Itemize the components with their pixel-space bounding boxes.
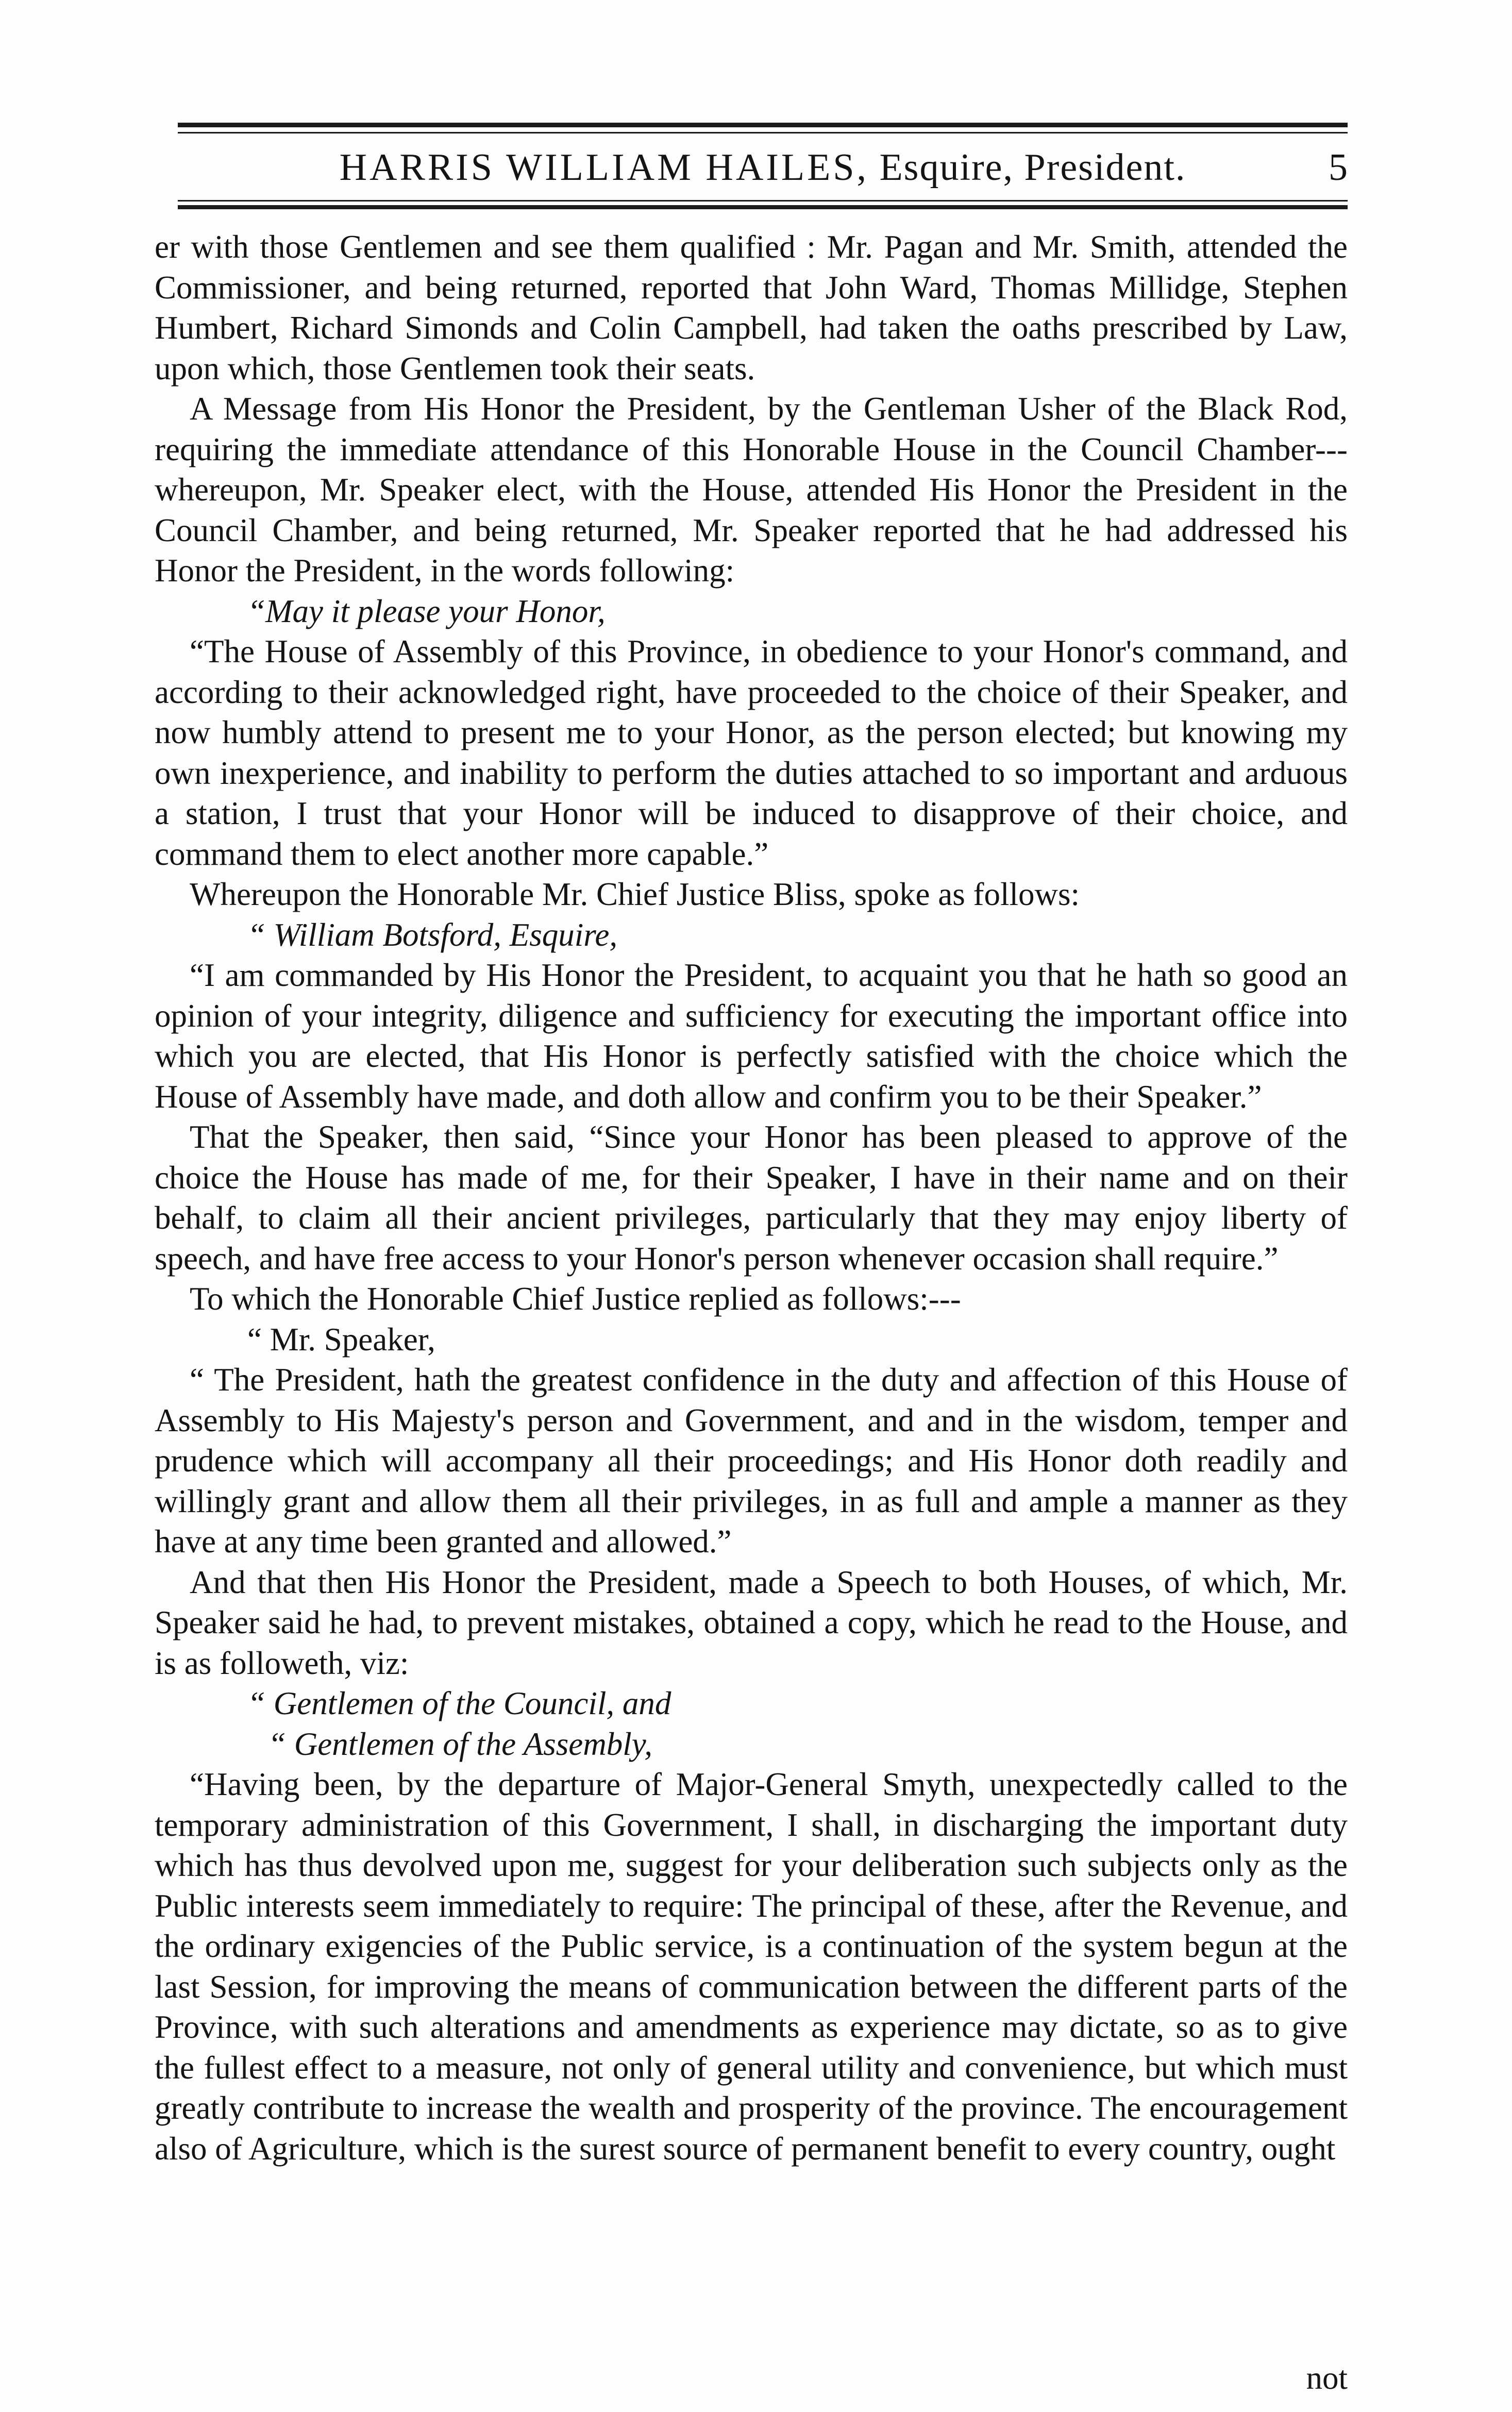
paragraph-message: A Message from His Honor the President, by the Gentleman Usher of the Black Rod, requiring the immediate attendance of this Honorable House in the Council Chamber---whereupon, Mr. Speaker elect, with the House, attended His Honor the President in the Council Chamber, and being returned, Mr. Speaker reported that he had addressed his Honor the President, in the words following: [155,391,1348,589]
salutation-honor: “May it please your Honor, [247,593,606,629]
running-title-rest: Esquire, President. [868,146,1186,189]
paragraph-speech-intro: And that then His Honor the President, made a Speech to both Houses, of which, Mr. Speaker said he had, to prevent mistakes, obtained a copy, which he read to the House, and is as followeth, viz: [155,1564,1348,1681]
salutation-assembly: “ Gentlemen of the Assembly, [268,1726,652,1762]
paragraph-president-approval: “I am commanded by His Honor the President, to acquaint you that he hath so good an opinion of your integrity, diligence and sufficiency for executing the important office into which you are elected, that His Honor is perfectly satisfied with the choice which the House of Assembly have made, and doth allow and confirm you to be their Speaker.” [155,957,1348,1115]
header-rule-top [178,123,1348,127]
paragraph-speech: “Having been, by the departure of Major-General Smyth, unexpectedly called to the temporary administration of this Government, I shall, in discharging the important duty which has thus devolved upon me, suggest for your deliberation such subjects only as the Public interests seem immediately to require: The principal of these, after the Revenue, and the ordinary exigencies of the Public service, is a continuation of the system begun at the last Session, for improving the means of communication between the different parts of the Province, with such alterations and amendments as experience may dictate, so as to give the fullest effect to a measure, not only of general utility and convenience, but which must greatly contribute to increase the wealth and prosperity of the province. The encouragement also of Agriculture, which is the surest source of permanent benefit to every country, ought [155,1766,1348,2167]
running-header [178,139,1348,196]
paragraph-oaths: er with those Gentlemen and see them qualified : Mr. Pagan and Mr. Smith, attended the Commissioner, and being returned, reported that John Ward, Thomas Millidge, Stephen Humbert, Richard Simonds and Colin Campbell, had taken the oaths prescribed by Law, upon which, those Gentlemen took their seats. [155,229,1348,387]
catchword: not [1306,2360,1348,2396]
salutation-council: “ Gentlemen of the Council, and [247,1685,671,1721]
paragraph-speaker-address: “The House of Assembly of this Province, in obedience to your Honor's command, and according to their acknowledged right, have proceeded to the choice of their Speaker, and now humbly attend to present me to your Honor, as the person elected; but knowing my own inexperience, and inability to perform the duties attached to so important and arduous a station, I trust that your Honor will be induced to disapprove of their choice, and command them to elect another more capable.” [155,633,1348,872]
salutation-botsford: “ William Botsford, Esquire, [247,916,618,953]
paragraph-privileges-granted: “ The President, hath the greatest confidence in the duty and affection of this House of Assembly to His Majesty's person and Government, and and in the wisdom, temper and prudence which will accompany all their proceedings; and His Honor doth readily and willingly grant and allow them all their privileges, in as full and ample a manner as they have at any time been granted and allowed.” [155,1362,1348,1560]
paragraph-chief-justice-reply-intro: To which the Honorable Chief Justice replied as follows:--- [190,1281,961,1317]
header-rule-bottom [178,205,1348,209]
running-title-name: HARRIS WILLIAM HAILES, [339,146,869,189]
header-rule-bottom-thin [178,200,1348,202]
running-title [178,139,1348,196]
header-rule-top-thin [178,132,1348,133]
page-number: 5 [1329,146,1348,189]
body-text [155,227,1348,2169]
paragraph-chief-justice-intro: Whereupon the Honorable Mr. Chief Justice Bliss, spoke as follows: [190,876,1080,912]
salutation-mr-speaker: “ Mr. Speaker, [247,1321,435,1358]
paragraph-speaker-reply: That the Speaker, then said, “Since your Honor has been pleased to approve of the choice the House has made of me, for their Speaker, I have in their name and on their behalf, to claim all their ancient privileges, particularly that they may enjoy liberty of speech, and have free access to your Honor's person whenever occasion shall require.” [155,1119,1348,1277]
